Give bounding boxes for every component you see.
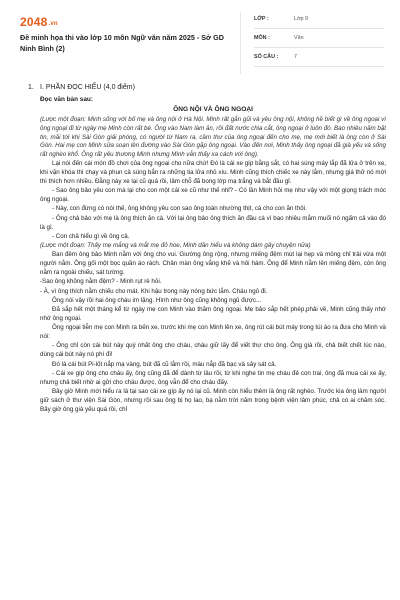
story-paragraph: Đó là cái bút Pi-lốt nắp mạ vàng, bút đã cũ lắm rồi, màu nắp đã bạc và sây sát cả. xyxy=(52,360,277,368)
meta-question-count-label: SỐ CÂU : xyxy=(254,54,279,61)
question-number: 1. xyxy=(28,84,34,91)
header-divider xyxy=(240,12,241,74)
meta-subject-value: Văn xyxy=(294,35,304,42)
story-paragraph: Đã sắp hết một tháng kể từ ngày mẹ con Minh vào thăm ông ngoại. Mẹ bảo sắp hết phép,phải về, Minh cũng thấy nhớ nhớ ông ngoại. xyxy=(40,306,386,323)
story-paragraph: -Sao ông không nằm đệm? - Minh rụt rè hỏi. xyxy=(40,278,162,286)
story-paragraph: (Lược một đoạn: Thấy mẹ mắng và mắt mẹ đỏ hoe, Minh dần hiểu và không dám gây chuyện nữa) xyxy=(40,242,311,250)
story-paragraph: Ban đêm ông bảo Minh nằm với ông cho vui. Giường ông rộng, nhưng miếng đệm mút lại hẹp và mỏng chỉ trải vừa một người nằm. Ông gối một bọc quần áo rách. Chân màn ông vắng khẽ và hôi hám. Ông để Minh nằm lên miếng đệm, còn ông nằm ra ngoài chiếu, sát tường. xyxy=(40,251,386,277)
meta-subject xyxy=(254,31,384,48)
story-paragraph: Ông nói vậy rồi hai ông cháu im lặng. Hình như ông cũng không ngủ được... xyxy=(52,296,262,304)
story-paragraph: Ông ngoại tiễn mẹ con Minh ra bến xe, trước khi mẹ con Minh lên xe, ông rút cái bút máy trong túi áo ra đưa cho Minh và nói: xyxy=(40,324,386,341)
story-paragraph: - Cái xe gíp ông cho cháu ấy, ông cũng đã để dành từ lâu rồi, từ khi nghe tin mẹ cháu đẻ con trai, ông đã mua cái xe ấy, nhưng chả biết nhờ ai gửi cho cháu được, ông vẫn để cho cháu đấy. xyxy=(40,369,386,386)
story-paragraph: (Lược một đoạn: Minh sống với bố mẹ và ông nội ở Hà Nội. Minh rất gắn gũi và yêu ông nội, không hề biết gì về ông ngoại vì ông ngoại đi từ ngày mẹ Minh còn rất bé. Ông vào Nam làm ăn, rồi đất nước chia cắt, ông ngoại ở luôn đó. Bao nhiêu năm bặt tin, mãi tới khi Sài Gòn giải phóng, có người từ Nam ra, cầm thư của ông ngoại đến cho mẹ, mẹ mới biết là ông còn ở Sài Gòn. Hai mẹ con Minh sửa soạn lên đường vào Sài Gòn gặp ông ngoại. Vào đến nơi, Minh thấy ông ngoại đã già yếu và sống rất nghèo khổ. Ông rất yêu thương Minh nhưng Minh vẫn thấy xa cách với ông). xyxy=(40,116,386,159)
story-paragraph: Lại nói đến cái món đồ chơi của ông ngoại cho nữa chứ! Đó là cái xe gíp bằng sắt, có hai súng máy lắp đã lửa ở trên xe, khi vặn khóa thì chạy và phun cả súng bắn ra những tia lửa nhỏ xíu. Minh cũng thích chiếc xe này lắm, nhưng giá thử nó mới thì thích hơn nhiều. Đằng này xe lại cũ quá rồi, lâm chỗ đã bong lớp mạ trắng và bắt đầu gỉ. xyxy=(40,160,386,186)
story-body xyxy=(40,116,386,415)
meta-class-value: Lớp 9 xyxy=(294,16,309,23)
site-logo[interactable]: 2048.vn xyxy=(20,15,58,29)
meta-subject-label: MÔN : xyxy=(254,35,270,42)
story-paragraph: - Ông chỉ còn cái bút này quý nhất ông cho cháu, cháu giữ lấy để viết thư cho ông. Ông già rồi, chả biết chết lúc nào, dùng cái bút này nó phí đi! xyxy=(40,342,386,359)
story-title: ÔNG NỘI VÀ ÔNG NGOẠI xyxy=(173,106,253,113)
meta-class-label: LỚP : xyxy=(254,16,269,23)
logo-suffix: .vn xyxy=(48,21,58,27)
story-paragraph: - Con chả hiểu gì về ông cả. xyxy=(52,232,130,240)
section-title: I. PHẦN ĐỌC HIỂU (4,0 điểm) xyxy=(40,84,135,91)
exam-title: Đề minh họa thi vào lớp 10 môn Ngữ văn năm 2025 - Sở GD Ninh Bình (2) xyxy=(20,33,224,54)
page-header xyxy=(0,0,400,82)
meta-question-count-value: 7 xyxy=(294,54,297,61)
reading-instruction: Đọc văn bản sau: xyxy=(40,96,93,103)
story-paragraph: - Ông chả bảo với mẹ là ông thích ăn cà. Với lại ông bảo ông thích ăn đầu cá vì bao nhiêu mắm muối nó ngấm cả vào đó là gì. xyxy=(40,214,386,231)
story-paragraph: - Này, con đừng có nói thế, ông không yêu con sao ông toàn nhường thịt, cá cho con ăn thôi. xyxy=(52,205,307,213)
story-paragraph: Bây giờ Minh mới hiểu ra là tại sao cái xe gíp ấy nó lại cũ. Minh còn hiểu thêm là ông rất nghèo. Trước kia ông làm người giữ sách ở thư viện Sài Gòn, nhưng rồi sau ông bị họ lao, bạ nằm trời năm trong bệnh viện lâm phúc, chả có ai chăm sóc. Bây giờ ông già yếu quá rồi, chỉ xyxy=(40,387,386,413)
story-paragraph: - Sao ông bảo yêu con mà lại cho con một cái xe cũ như thế nhỉ? - Có lần Minh hỏi mẹ như vậy với một giọng trách móc ông ngoại. xyxy=(40,187,386,204)
meta-question-count xyxy=(254,50,384,67)
story-paragraph: - À, vì ông thích nằm chiếu cho mát. Khi hậu trong này nóng bức lắm. Cháu ngủ đi. xyxy=(40,287,268,295)
meta-class xyxy=(254,12,384,29)
